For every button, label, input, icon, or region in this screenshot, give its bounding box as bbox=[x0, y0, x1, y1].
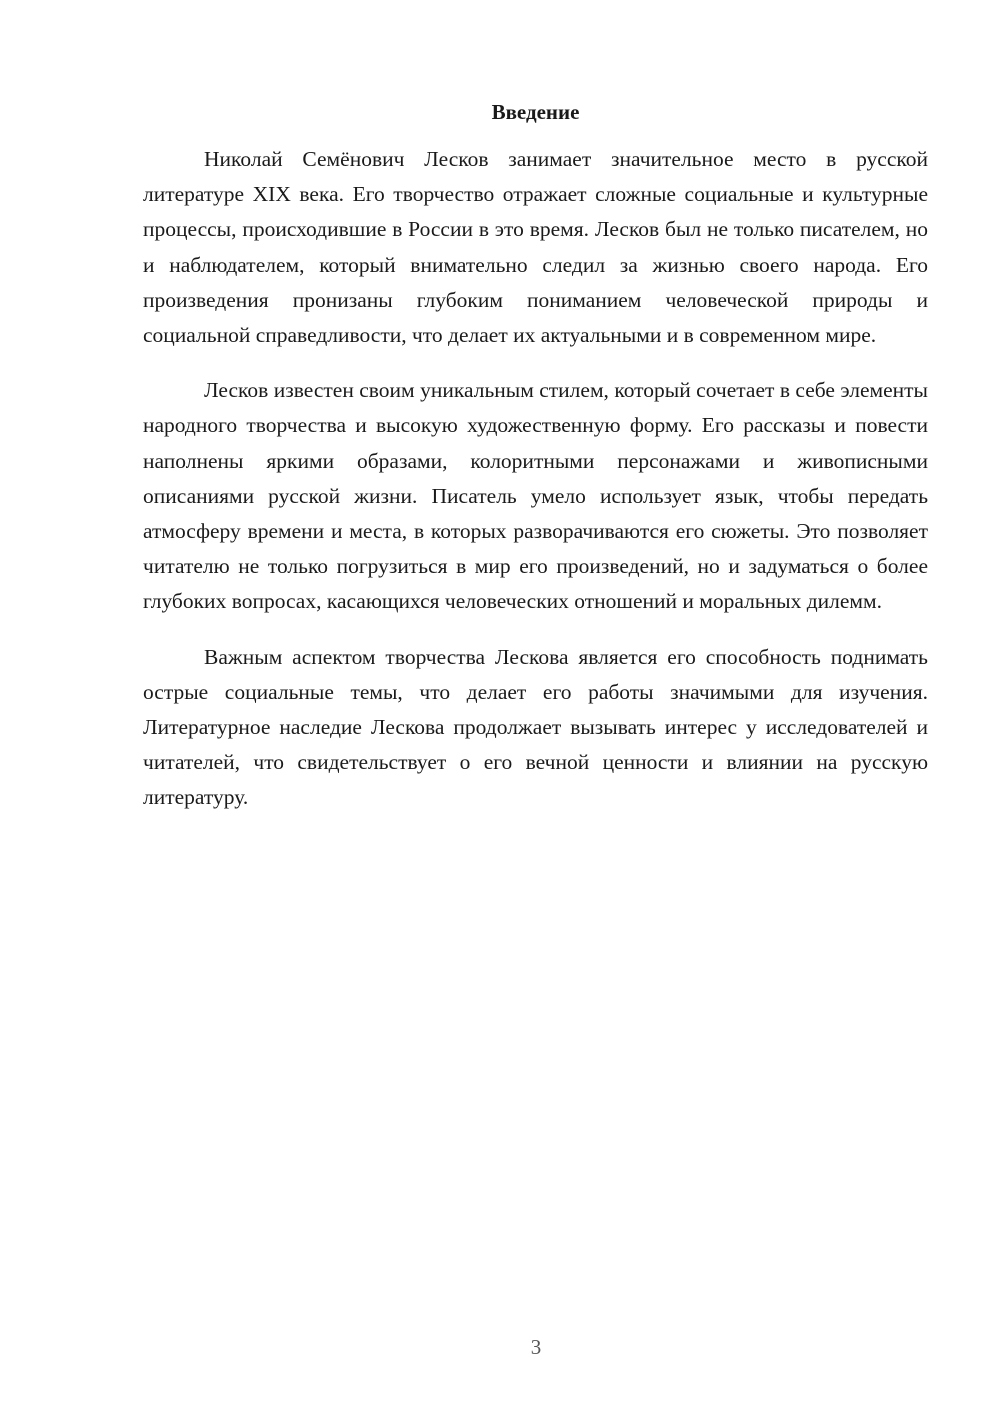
paragraph-significance: Важным аспектом творчества Лескова является его способность поднимать острые социальные темы, что делает его работы значимыми для изучения. Литературное наследие Лескова продолжает вызывать интерес у исследователей и читателей, что свидетельствует о его вечной ценности и влиянии на русскую литературу. bbox=[143, 644, 928, 810]
page-number: 3 bbox=[530, 1335, 542, 1359]
paragraph-style: Лесков известен своим уникальным стилем, который сочетает в себе элементы народного творчества и высокую художественную форму. Его рассказы и повести наполнены яркими образами, колоритными персонажами и живописными описаниями русской жизни. Писатель умело использует язык, чтобы передать атмосферу времени и места, в которых разворачиваются его сюжеты. Это позволяет читателю не только погрузиться в мир его произведений, но и задуматься о более глубоких вопросах, касающихся человеческих отношений и моральных дилемм. bbox=[143, 378, 928, 614]
body-text bbox=[143, 142, 928, 836]
paragraph-intro: Николай Семёнович Лесков занимает значительное место в русской литературе XIX века. Его творчество отражает сложные социальные и культурные процессы, происходившие в России в это время. Лесков был не только писателем, но и наблюдателем, который внимательно следил за жизнью своего народа. Его произведения пронизаны глубоким пониманием человеческой природы и социальной справедливости, что делает их актуальными и в современном мире. bbox=[143, 147, 928, 348]
page-title: Введение bbox=[491, 100, 580, 124]
